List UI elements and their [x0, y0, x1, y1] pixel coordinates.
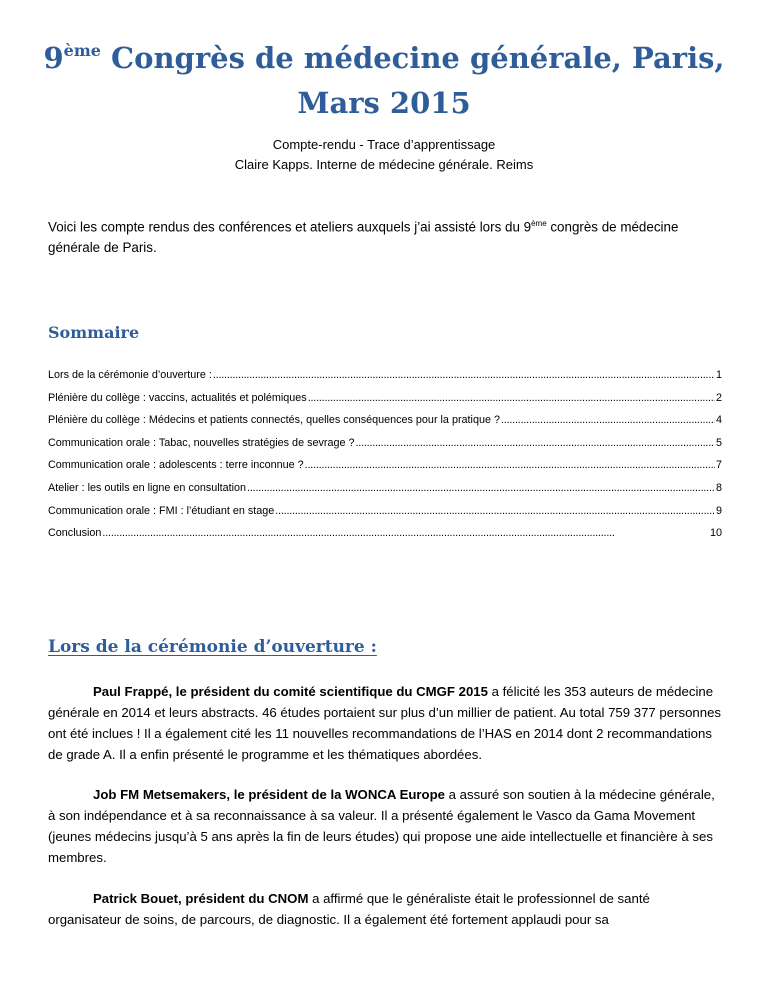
- toc-dot-leader: [213, 369, 715, 381]
- toc-dot-leader: [247, 482, 715, 494]
- toc-dot-leader: [501, 414, 715, 426]
- toc-entry-label[interactable]: Communication orale : adolescents : terre inconnue ?: [48, 459, 304, 472]
- toc-entry-page[interactable]: 10: [709, 527, 722, 540]
- toc-entry-label[interactable]: Communication orale : Tabac, nouvelles stratégies de sevrage ?: [48, 436, 355, 449]
- title-line-2: Mars 2015: [297, 86, 471, 120]
- toc-entry-page[interactable]: 5: [715, 436, 722, 449]
- title-line-1: 9ème Congrès de médecine générale, Paris,: [43, 41, 725, 75]
- toc-entry-label[interactable]: Plénière du collège : Médecins et patients connectés, quelles conséquences pour la pratique ?: [48, 414, 500, 427]
- document-subtitle: [0, 135, 768, 175]
- body-paragraph: Patrick Bouet, président du CNOM a affirmé que le généraliste était le professionnel de santé organisateur de soins, de parcours, de diagnostic. Il a également été fortement applaudi pour sa: [48, 891, 650, 927]
- toc-entry[interactable]: [48, 482, 722, 505]
- speaker-name: Job FM Metsemakers, le président de la WONCA Europe: [93, 787, 445, 802]
- toc-entry-page[interactable]: 4: [715, 414, 722, 427]
- toc-entry-page[interactable]: 1: [715, 369, 722, 381]
- toc-entry-page[interactable]: 7: [715, 459, 722, 472]
- toc-entry-page[interactable]: 8: [715, 481, 722, 494]
- toc-entry-page[interactable]: 9: [715, 504, 722, 517]
- toc-entry-label[interactable]: Communication orale : FMI : l’étudiant en stage: [48, 504, 275, 517]
- toc-entry[interactable]: [48, 505, 722, 528]
- toc-entry-label[interactable]: Plénière du collège : vaccins, actualités et polémiques: [48, 391, 307, 404]
- toc-entry[interactable]: [48, 369, 722, 392]
- toc-entry-label[interactable]: Lors de la cérémonie d’ouverture :: [48, 369, 212, 381]
- speaker-name: Paul Frappé, le président du comité scientifique du CMGF 2015: [93, 684, 488, 699]
- table-of-contents: [48, 369, 722, 550]
- toc-dot-leader: [275, 505, 715, 517]
- toc-entry[interactable]: [48, 459, 722, 482]
- toc-entry[interactable]: [48, 527, 722, 550]
- toc-entry[interactable]: [48, 437, 722, 460]
- subtitle-report-type: Compte-rendu - Trace d’apprentissage: [272, 137, 496, 152]
- toc-entry-label[interactable]: Atelier : les outils en ligne en consultation: [48, 481, 247, 494]
- toc-dot-leader: [308, 392, 715, 404]
- toc-entry[interactable]: [48, 414, 722, 437]
- subtitle-author: Claire Kapps. Interne de médecine générale. Reims: [234, 157, 534, 172]
- toc-dot-leader: [305, 459, 715, 471]
- toc-heading: Sommaire: [48, 323, 140, 342]
- body-paragraph: Paul Frappé, le président du comité scientifique du CMGF 2015 a félicité les 353 auteurs de médecine générale en 2014 et leurs abstracts. 46 études portaient sur plus d’un millier de patient. Au total 759 377 personnes ont été inclues ! Il a également cité les 11 nouvelles recommandations de l’HAS en 2014 dont 2 recommandations de grade A. Il a enfin présenté le programme et les thématiques abordées.: [48, 684, 721, 762]
- toc-entry-label[interactable]: Conclusion: [48, 527, 102, 540]
- toc-entry-page[interactable]: 2: [715, 391, 722, 404]
- toc-dot-leader: [355, 437, 715, 449]
- section-heading: Lors de la cérémonie d’ouverture :: [48, 637, 377, 657]
- document-title: [40, 38, 728, 123]
- speaker-name: Patrick Bouet, président du CNOM: [93, 891, 309, 906]
- intro-paragraph: Voici les compte rendus des conférences et ateliers auxquels j’ai assisté lors du 9ème congrès de médecine générale de Paris.: [48, 219, 679, 256]
- toc-dot-leader: [102, 527, 709, 539]
- toc-entry[interactable]: [48, 392, 722, 415]
- body-paragraph: Job FM Metsemakers, le président de la WONCA Europe a assuré son soutien à la médecine générale, à son indépendance et à sa reconnaissance à sa valeur. Il a présenté également le Vasco da Gama Movement (jeunes médecins jusqu’à 5 ans après la fin de leurs études) qui propose une aide intellectuelle et financière à ses membres.: [48, 787, 715, 865]
